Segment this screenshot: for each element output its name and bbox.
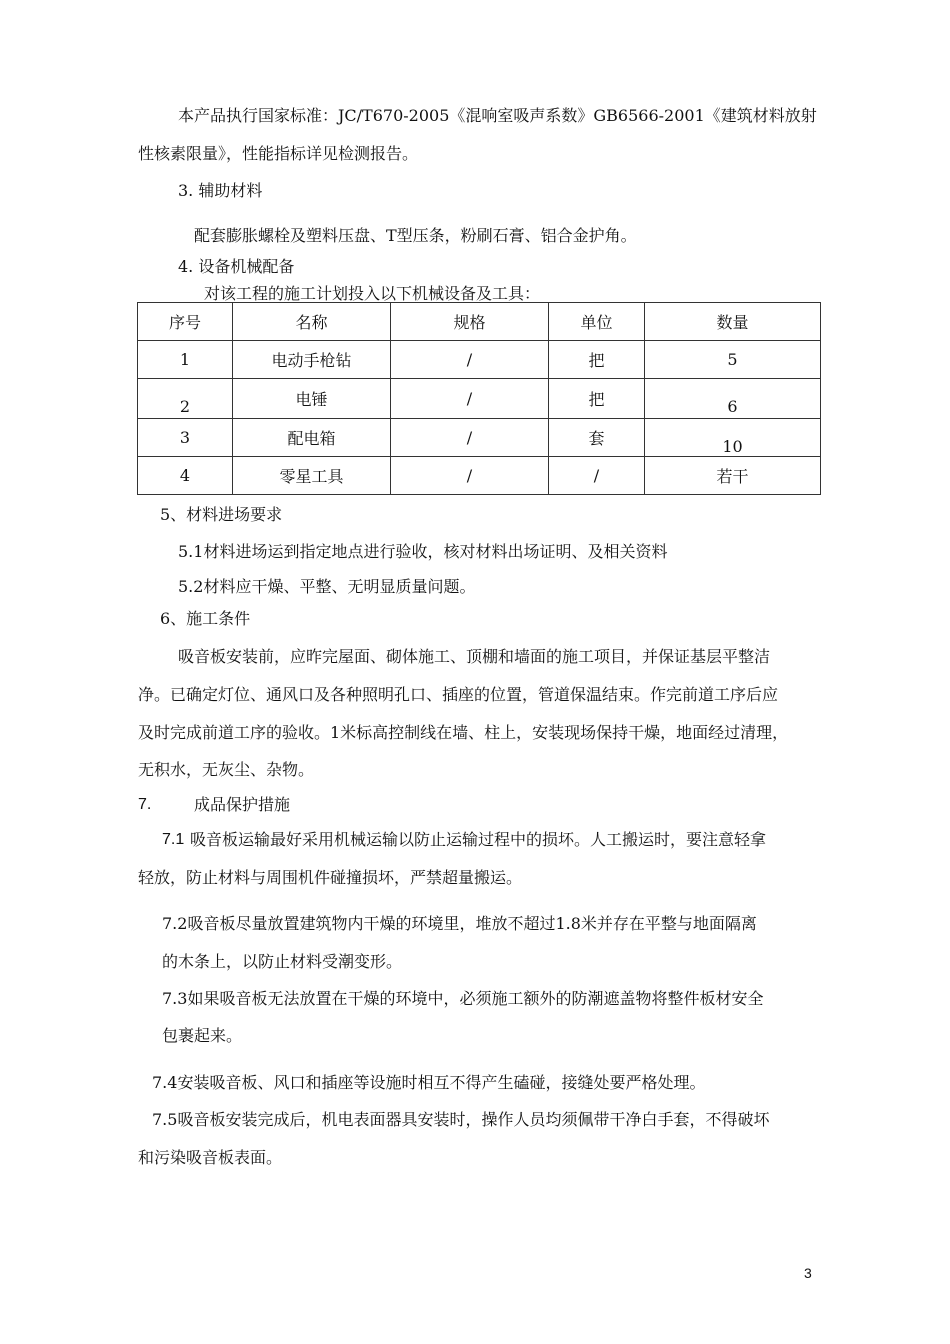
section-6-line-4: 无积水，无灰尘、杂物。 xyxy=(138,760,315,779)
table-cell: / xyxy=(391,341,549,379)
table-cell: 套 xyxy=(549,419,645,457)
section-6-line-3: 及时完成前道工序的验收。1米标高控制线在墙、柱上，安装现场保持干燥，地面经过清理， xyxy=(138,723,789,742)
section-4-intro: 对该工程的施工计划投入以下机械设备及工具： xyxy=(204,284,541,303)
section-3-heading: 3. 辅助材料 xyxy=(178,181,263,200)
table-cell: 4 xyxy=(138,457,233,495)
standard-line-2: 性核素限量》，性能指标详见检测报告。 xyxy=(138,144,419,163)
table-cell: / xyxy=(391,379,549,419)
table-cell: 若干 xyxy=(645,457,821,495)
table-cell: 把 xyxy=(549,341,645,379)
table-row xyxy=(138,419,821,457)
table-row xyxy=(138,341,821,379)
section-5-item-2: 5.2材料应干燥、平整、无明显质量问题。 xyxy=(178,577,476,596)
standard-line-1: 本产品执行国家标准：JC/T670-2005《混响室吸声系数》GB6566-2001《建筑材料放射 xyxy=(178,106,817,125)
section-7-1-line-2: 轻放，防止材料与周围机件碰撞损坏，严禁超量搬运。 xyxy=(138,868,523,887)
section-7-2-line-1: 7.2吸音板尽量放置建筑物内干燥的环境里，堆放不超过1.8米并存在平整与地面隔离 xyxy=(162,914,757,933)
table-cell: / xyxy=(549,457,645,495)
section-7-4: 7.4安装吸音板、风口和插座等设施时相互不得产生磕碰，接缝处要严格处理。 xyxy=(152,1073,706,1092)
table-cell: 3 xyxy=(138,419,233,457)
table-header-cell: 名称 xyxy=(233,303,391,341)
table-cell: 2 xyxy=(138,379,233,419)
table-cell: 10 xyxy=(645,419,821,457)
section-4-heading: 4. 设备机械配备 xyxy=(178,257,295,276)
section-7-number: 7. xyxy=(138,796,152,813)
section-5-item-1: 5.1材料进场运到指定地点进行验收，核对材料出场证明、及相关资料 xyxy=(178,542,668,561)
section-6-line-1: 吸音板安装前，应昨完屋面、砌体施工、顶棚和墙面的施工项目，并保证基层平整洁 xyxy=(178,647,771,666)
page-number: 3 xyxy=(804,1265,812,1281)
table-cell: 6 xyxy=(645,379,821,419)
section-6-heading: 6、施工条件 xyxy=(160,609,251,628)
table-header-cell: 单位 xyxy=(549,303,645,341)
table-cell: 零星工具 xyxy=(233,457,391,495)
table-header-row xyxy=(138,303,821,341)
table-cell: 把 xyxy=(549,379,645,419)
section-3-body: 配套膨胀螺栓及塑料压盘、T型压条，粉刷石膏、铝合金护角。 xyxy=(194,226,637,245)
table-cell: / xyxy=(391,457,549,495)
table-cell: 配电箱 xyxy=(233,419,391,457)
equipment-table xyxy=(137,302,821,495)
section-7-1-number: 7.1 xyxy=(162,831,185,848)
section-5-heading: 5、材料进场要求 xyxy=(160,505,283,524)
table-cell: 5 xyxy=(645,341,821,379)
table-cell: 电动手枪钻 xyxy=(233,341,391,379)
section-7-5-line-1: 7.5吸音板安装完成后，机电表面器具安装时，操作人员均须佩带干净白手套，不得破坏 xyxy=(152,1110,770,1129)
table-cell: 电锤 xyxy=(233,379,391,419)
table-header-cell: 规格 xyxy=(391,303,549,341)
section-7-1-line-1: 吸音板运输最好采用机械运输以防止运输过程中的损坏。人工搬运时，要注意轻拿 xyxy=(190,830,767,849)
table-cell: 1 xyxy=(138,341,233,379)
table-header-cell: 数量 xyxy=(645,303,821,341)
table-row xyxy=(138,379,821,419)
section-7-heading: 成品保护措施 xyxy=(194,795,291,814)
table-row xyxy=(138,457,821,495)
section-7-2-line-2: 的木条上，以防止材料受潮变形。 xyxy=(162,952,403,971)
table-header-cell: 序号 xyxy=(138,303,233,341)
section-7-3-line-1: 7.3如果吸音板无法放置在干燥的环境中，必须施工额外的防潮遮盖物将整件板材安全 xyxy=(162,989,764,1008)
section-7-5-line-2: 和污染吸音板表面。 xyxy=(138,1148,283,1167)
table-cell: / xyxy=(391,419,549,457)
section-6-line-2: 净。已确定灯位、通风口及各种照明孔口、插座的位置，管道保温结束。作完前道工序后应 xyxy=(138,685,779,704)
section-7-3-line-2: 包裹起来。 xyxy=(162,1026,243,1045)
